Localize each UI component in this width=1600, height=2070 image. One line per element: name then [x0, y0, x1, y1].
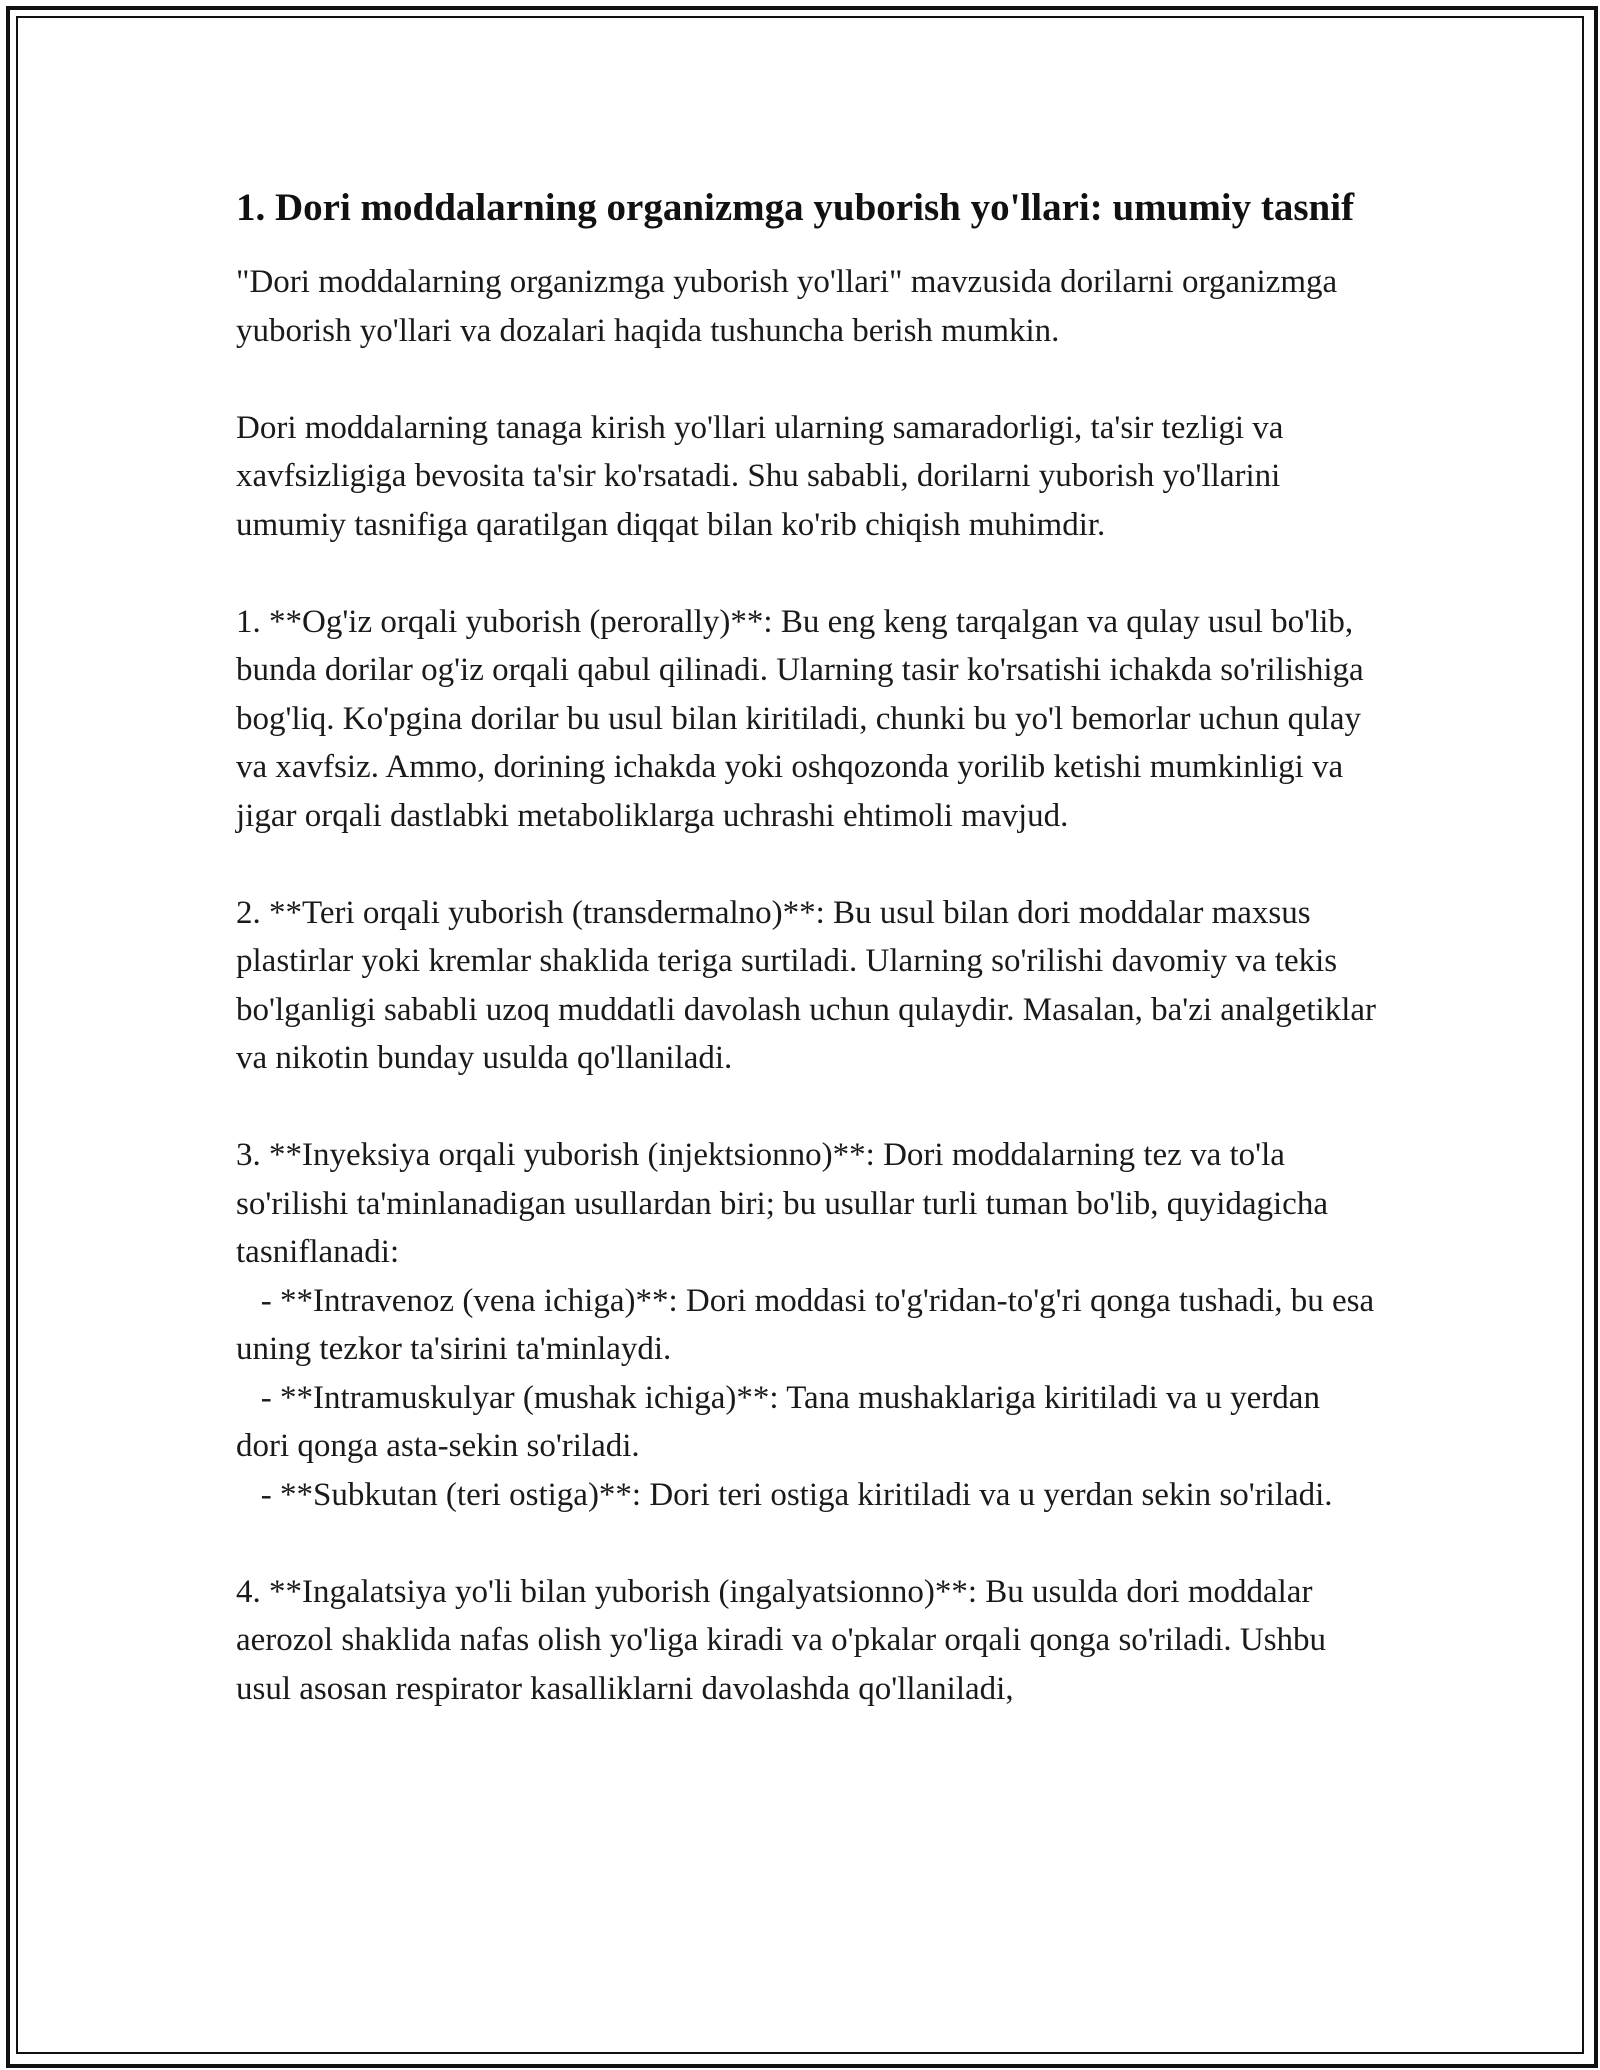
subitem-intramuscular: - **Intramuskulyar (mushak ichiga)**: Tana mushaklariga kiritiladi va u yerdan dori qonga asta-sekin so'riladi. [236, 1379, 1329, 1464]
document-body [236, 180, 1383, 1713]
paragraph-gap [236, 1083, 1376, 1132]
paragraph-gap [236, 1519, 1376, 1568]
list-item-oral: 1. **Og'iz orqali yuborish (perorally)**: Bu eng keng tarqalgan va qulay usul bo'lib, bunda dorilar og'iz orqali qabul qilinadi. Ularning tasir ko'rsatishi ichakda so'rilishiga bog'liq. Ko'pgina dorilar bu usul bilan kiritiladi, chunki bu yo'l bemorlar uchun qulay va xavfsiz. Ammo, dorining ichakda yoki oshqozonda yorilib ketishi mumkinligi va jigar orqali dastlabki metaboliklarga uchrashi ehtimoli mavjud. [236, 603, 1364, 834]
section-heading: 1. Dori moddalarning organizmga yuborish yo'llari: umumiy tasnif [236, 186, 1355, 229]
list-item-inhalation: 4. **Ingalatsiya yo'li bilan yuborish (ingalyatsionno)**: Bu usulda dori moddalar aerozol shaklida nafas olish yo'liga kiradi va o'pkalar orqali qonga so'riladi. Ushbu usul asosan respirator kasalliklarni davolashda qo'llaniladi, [236, 1573, 1327, 1707]
list-item-injection-text: 3. **Inyeksiya orqali yuborish (injektsionno)**: Dori moddalarning tez va to'la so'rilishi ta'minlanadigan usullardan biri; bu usullar turli tuman bo'lib, quyidagicha tasniflanadi: [236, 1137, 1328, 1270]
intro-paragraph: "Dori moddalarning organizmga yuborish yo'llari" mavzusida dorilarni organizmga yuborish yo'llari va dozalari haqida tushuncha berish mumkin. [236, 264, 1338, 349]
paragraph-gap [236, 549, 1376, 598]
paragraph-gap [236, 840, 1376, 889]
subitem-intravenous: - **Intravenoz (vena ichiga)**: Dori moddasi to'g'ridan-to'g'ri qonga tushadi, bu esa uning tezkor ta'sirini ta'minlaydi. [236, 1282, 1383, 1367]
list-item-injection [236, 1131, 1383, 1519]
list-item-transdermal: 2. **Teri orqali yuborish (transdermalno)**: Bu usul bilan dori moddalar maxsus plastirlar yoki kremlar shaklida teriga surtiladi. Ularning so'rilishi davomiy va tekis bo'lganligi sababli uzoq muddatli davolash uchun qulaydir. Masalan, ba'zi analgetiklar va nikotin bunday usulda qo'llaniladi. [236, 894, 1377, 1076]
paragraph-gap [236, 355, 1376, 404]
context-paragraph: Dori moddalarning tanaga kirish yo'llari ularning samaradorligi, ta'sir tezligi va xavfsizligiga bevosita ta'sir ko'rsatadi. Shu sababli, dorilarni yuborish yo'llarini umumiy tasnifiga qaratilgan diqqat bilan ko'rib chiqish muhimdir. [236, 409, 1284, 543]
subitem-subcutaneous: - **Subkutan (teri ostiga)**: Dori teri ostiga kiritiladi va u yerdan sekin so'riladi. [236, 1476, 1333, 1513]
